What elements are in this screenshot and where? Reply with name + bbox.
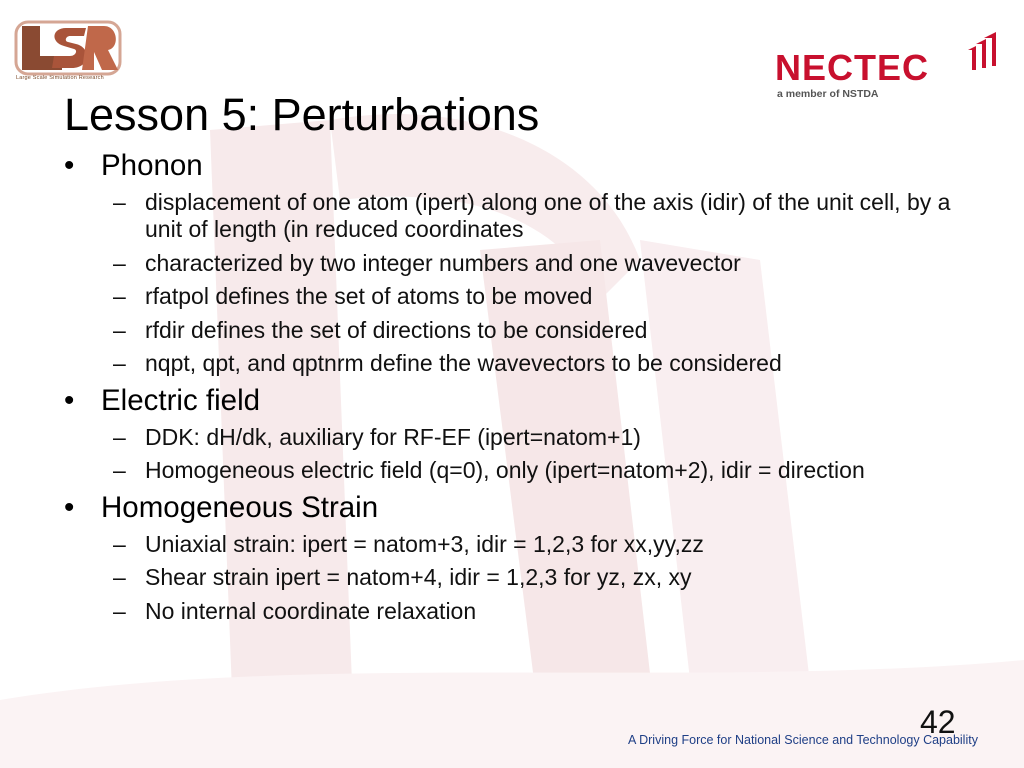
sub-list-phonon	[60, 189, 960, 377]
sub-text: No internal coordinate relaxation	[145, 597, 477, 624]
sub-item	[60, 317, 960, 344]
sub-list-electric-field	[60, 424, 960, 485]
sub-text: nqpt, qpt, and qptnrm define the wavevectors to be considered	[145, 350, 782, 376]
sub-item	[60, 189, 960, 243]
sub-item	[60, 350, 960, 377]
nectec-subtitle: a member of NSTDA	[777, 88, 879, 100]
dash-mark: –	[113, 283, 126, 309]
sub-list-homogeneous-strain	[60, 531, 960, 625]
sub-text: DDK: dH/dk, auxiliary for RF-EF (ipert=natom+1)	[145, 423, 641, 450]
lsr-logo-subtitle: Large Scale Simulation Research	[16, 75, 104, 81]
sub-item	[60, 564, 960, 591]
sub-text: displacement of one atom (ipert) along one of the axis (idir) of the unit cell, by a unit of length (in reduced coordinates	[145, 189, 951, 242]
sub-item	[60, 424, 960, 451]
bullet-text: Electric field	[101, 383, 261, 417]
dash-mark: –	[113, 423, 126, 450]
dash-mark: –	[113, 350, 126, 376]
dash-mark: –	[113, 249, 126, 276]
sub-item	[60, 250, 960, 277]
footer-tagline: A Driving Force for National Science and Technology Capability	[628, 733, 978, 747]
bullet-text: Phonon	[101, 149, 203, 182]
sub-text: characterized by two integer numbers and one wavevector	[145, 249, 741, 276]
dash-mark: –	[113, 564, 126, 590]
bullet-homogeneous-strain	[60, 491, 960, 525]
sub-text: Shear strain ipert = natom+4, idir = 1,2,3 for yz, zx, xy	[145, 564, 692, 590]
sub-text: rfatpol defines the set of atoms to be moved	[145, 283, 593, 309]
bullet-mark: •	[64, 149, 75, 182]
bullet-electric-field	[60, 384, 960, 418]
dash-mark: –	[113, 457, 126, 483]
dash-mark: –	[113, 597, 126, 624]
slide-title: Lesson 5: Perturbations	[64, 89, 540, 140]
page-number: 42	[920, 704, 956, 740]
nectec-wordmark: NECTEC	[775, 47, 930, 88]
sub-item	[60, 531, 960, 558]
dash-mark: –	[113, 316, 126, 343]
sub-text: rfdir defines the set of directions to be considered	[145, 316, 648, 343]
bullet-text: Homogeneous Strain	[101, 490, 379, 524]
dash-mark: –	[113, 530, 126, 557]
sub-item	[60, 283, 960, 310]
sub-text: Homogeneous electric field (q=0), only (ipert=natom+2), idir = direction	[145, 457, 865, 483]
dash-mark: –	[113, 189, 126, 215]
bullet-mark: •	[64, 383, 75, 417]
bullet-mark: •	[64, 490, 75, 524]
bullet-phonon	[60, 149, 960, 183]
slide-content	[60, 149, 960, 631]
sub-item	[60, 457, 960, 484]
sub-item	[60, 598, 960, 625]
sub-text: Uniaxial strain: ipert = natom+3, idir = 1,2,3 for xx,yy,zz	[145, 530, 704, 557]
